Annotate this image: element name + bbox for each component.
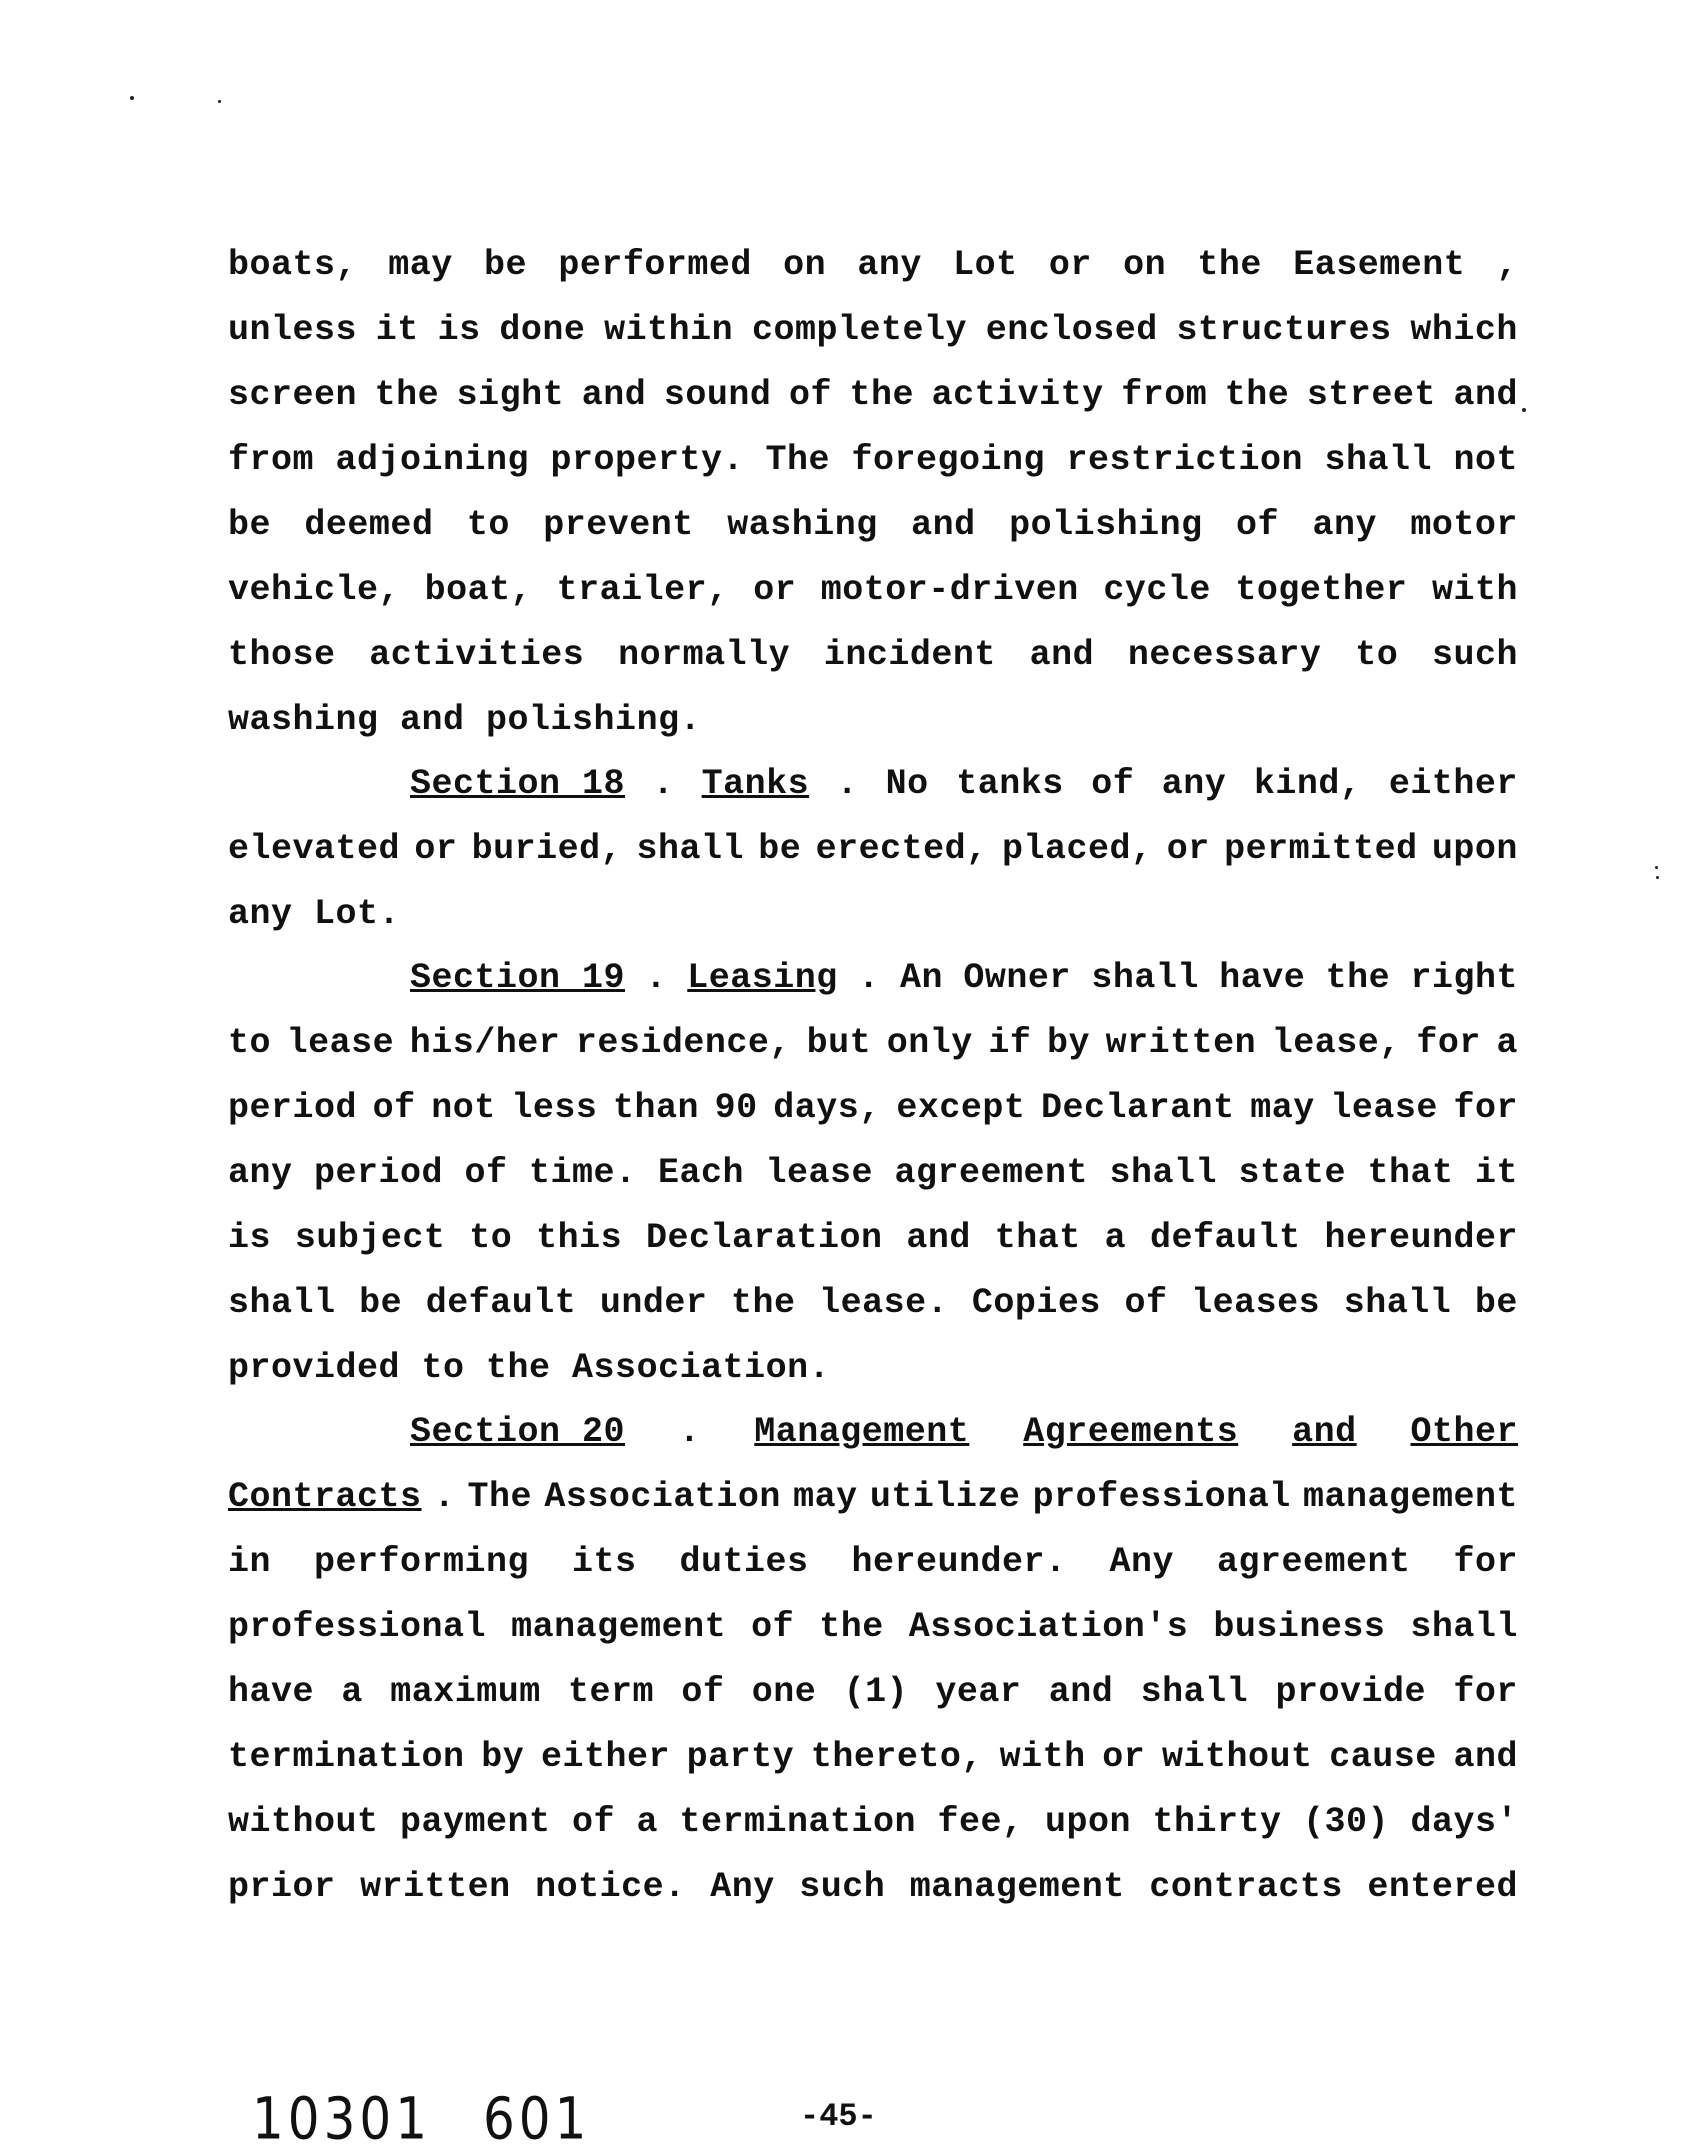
word: completely (751, 310, 967, 350)
word: the (819, 1607, 884, 1647)
word: on (1123, 245, 1167, 285)
word: or (753, 570, 797, 610)
section-number: Section 20 (410, 1412, 626, 1452)
word: notice. (535, 1867, 686, 1907)
word: period (228, 1088, 358, 1128)
word: activity (931, 375, 1104, 415)
word: performed (558, 245, 752, 285)
word: have (228, 1672, 315, 1712)
word: for (1453, 1672, 1518, 1712)
word: of (681, 1672, 725, 1712)
word: party (686, 1737, 795, 1777)
word: for (1453, 1088, 1518, 1128)
word: be (758, 829, 802, 869)
word: shall (1109, 1153, 1217, 1193)
word: screen (228, 375, 358, 415)
word: permitted (1224, 829, 1418, 869)
word: lease (286, 1023, 395, 1063)
word: the (374, 375, 440, 415)
word: The (467, 1477, 533, 1517)
word: Declaration (646, 1218, 883, 1258)
word: washing (727, 505, 878, 545)
word: to (466, 505, 510, 545)
word: either (1388, 764, 1518, 804)
word: street (1306, 375, 1436, 415)
word: from (1121, 375, 1208, 415)
word: performing (313, 1542, 530, 1582)
word: be (1474, 1283, 1518, 1323)
word: lease (1330, 1088, 1438, 1128)
punctuation: . (678, 1412, 701, 1452)
word: and (1029, 635, 1095, 675)
page-reference: 601 (483, 2085, 591, 2152)
word: from (228, 440, 315, 480)
word: deemed (304, 505, 434, 545)
word: together (1235, 570, 1408, 610)
word: cycle (1103, 570, 1211, 610)
text-line (228, 700, 1518, 740)
word: one (751, 1672, 817, 1712)
word: either (540, 1737, 670, 1777)
word: shall (228, 1283, 336, 1323)
word: management (1302, 1477, 1518, 1517)
word: structures (1176, 310, 1392, 350)
text-line (228, 635, 1518, 675)
word: and (1453, 375, 1518, 415)
word: maximum (390, 1672, 541, 1712)
word: may (388, 245, 453, 285)
word: kind, (1253, 764, 1362, 804)
word: such (1431, 635, 1518, 675)
text-line (228, 1023, 1518, 1063)
word: hereunder. (851, 1542, 1067, 1582)
word: unless (228, 310, 358, 350)
word: professional (1032, 1477, 1291, 1517)
word: that (994, 1218, 1081, 1258)
word: No (885, 764, 929, 804)
word: thereto, (810, 1737, 983, 1777)
word: of (788, 375, 832, 415)
text-line (228, 1348, 1518, 1388)
word: the (1325, 958, 1391, 998)
word: it (375, 310, 419, 350)
section-heading-line (410, 764, 1518, 804)
word: termination (679, 1802, 917, 1842)
word: time. (528, 1153, 637, 1193)
word: placed, (1001, 829, 1153, 869)
word: provided to the Association. (228, 1348, 831, 1388)
word: default (425, 1283, 577, 1323)
word: provide (1275, 1672, 1426, 1712)
word: sight (456, 375, 565, 415)
word: less (511, 1088, 598, 1128)
word: , (1496, 245, 1518, 285)
word: written (360, 1867, 511, 1907)
word: of (572, 1802, 616, 1842)
word: normally (618, 635, 791, 675)
word: duties (679, 1542, 809, 1582)
word: elevated (228, 829, 401, 869)
word: shall (1091, 958, 1199, 998)
word: any (228, 1153, 293, 1193)
section-title: Tanks (701, 764, 810, 804)
text-line (228, 440, 1518, 480)
section-title-word: Agreements (1023, 1412, 1239, 1452)
word: which (1410, 310, 1518, 350)
book-number: 10301 (252, 2085, 432, 2152)
word: any (857, 245, 922, 285)
word: Each (657, 1153, 744, 1193)
text-line (228, 505, 1518, 545)
word: of (1091, 764, 1135, 804)
section-heading-line (410, 958, 1518, 998)
text-line (228, 1153, 1518, 1193)
word: with (1431, 570, 1518, 610)
word: prior (228, 1867, 336, 1907)
word: lease (765, 1153, 873, 1193)
word: to (228, 1023, 272, 1063)
word: than (613, 1088, 700, 1128)
word: incident (823, 635, 996, 675)
word: a (1104, 1218, 1127, 1258)
word: a (341, 1672, 363, 1712)
word: (30) (1302, 1802, 1389, 1842)
word: subject (294, 1218, 446, 1258)
word: for (1453, 1542, 1518, 1582)
text-line (228, 829, 1518, 869)
word: (1) (843, 1672, 909, 1712)
word: with (999, 1737, 1086, 1777)
scan-speck (218, 100, 221, 103)
word: have (1219, 958, 1306, 998)
word: and (581, 375, 647, 415)
text-line (228, 375, 1518, 415)
word: adjoining (335, 440, 530, 480)
page-number: -45- (800, 2098, 877, 2135)
text-line (228, 310, 1518, 350)
scan-speck (130, 96, 134, 100)
text-line (228, 1218, 1518, 1258)
punctuation: . (652, 764, 675, 804)
word: of (372, 1088, 416, 1128)
section-title-word: and (1292, 1412, 1357, 1452)
word: necessary (1127, 635, 1322, 675)
text-line (228, 1088, 1518, 1128)
punctuation: . (645, 958, 667, 998)
word: a (1496, 1023, 1518, 1063)
word: Association's (908, 1607, 1189, 1647)
word: the (1197, 245, 1262, 285)
word: agreement (894, 1153, 1088, 1193)
word: shall (1343, 1283, 1452, 1323)
word: payment (400, 1802, 551, 1842)
word: and (1453, 1737, 1518, 1777)
word: business (1213, 1607, 1386, 1647)
word: Easement (1293, 245, 1466, 285)
word: and (911, 505, 976, 545)
word: Owner (963, 958, 1071, 998)
word: within (604, 310, 734, 350)
word: without (1162, 1737, 1313, 1777)
scan-speck (1655, 866, 1658, 869)
word: to (1355, 635, 1399, 675)
word: Any (710, 1867, 775, 1907)
word: except (896, 1088, 1026, 1128)
word: hereunder (1324, 1218, 1518, 1258)
section-number: Section 18 (410, 764, 626, 804)
section-title-word: Contracts (228, 1477, 422, 1517)
word: may (793, 1477, 858, 1517)
text-line (228, 570, 1518, 610)
word: not (431, 1088, 496, 1128)
word: buried, (471, 829, 623, 869)
word: is (228, 1218, 272, 1258)
word: entered (1367, 1867, 1518, 1907)
word: without (228, 1802, 379, 1842)
word: vehicle, (228, 570, 401, 610)
word: Copies (971, 1283, 1101, 1323)
word: but (806, 1023, 872, 1063)
word: lease, (1271, 1023, 1401, 1063)
word: or (1102, 1737, 1146, 1777)
word: the (1224, 375, 1290, 415)
word: tanks (956, 764, 1064, 804)
word: term (568, 1672, 655, 1712)
word: trailer, (556, 570, 729, 610)
word: for (1416, 1023, 1481, 1063)
word: management (909, 1867, 1125, 1907)
word: Association (544, 1477, 781, 1517)
text-line (228, 1672, 1518, 1712)
word: under (599, 1283, 708, 1323)
word: An (900, 958, 944, 998)
word: be (359, 1283, 403, 1323)
word: of (464, 1153, 508, 1193)
word: shall (1140, 1672, 1249, 1712)
word: polishing (1009, 505, 1203, 545)
word: a (636, 1802, 658, 1842)
word: and (1048, 1672, 1114, 1712)
word: Any (1109, 1542, 1175, 1582)
word: or (414, 829, 458, 869)
word: state (1238, 1153, 1346, 1193)
text-line (228, 1802, 1518, 1842)
word: boat, (424, 570, 533, 610)
word: on (783, 245, 827, 285)
punctuation: . (433, 1477, 456, 1517)
word: fee, (937, 1802, 1024, 1842)
word: by (1046, 1023, 1090, 1063)
word: leases (1191, 1283, 1321, 1323)
word: management (511, 1607, 727, 1647)
scan-speck (1522, 408, 1526, 412)
word: of (1236, 505, 1280, 545)
word: lease. (819, 1283, 949, 1323)
text-line (228, 1283, 1518, 1323)
word: property. (550, 440, 745, 480)
word: enclosed (985, 310, 1158, 350)
word: shall (636, 829, 744, 869)
punctuation: . (836, 764, 859, 804)
word: this (536, 1218, 623, 1258)
word: done (499, 310, 586, 350)
word: washing and polishing. (228, 700, 702, 740)
word: Declarant (1041, 1088, 1235, 1128)
word: may (1250, 1088, 1315, 1128)
text-line (228, 894, 1518, 934)
word: upon (1044, 1802, 1131, 1842)
word: written (1105, 1023, 1257, 1063)
text-line (228, 1477, 1518, 1517)
word: thirty (1152, 1802, 1282, 1842)
word: professional (228, 1607, 487, 1647)
word: upon (1431, 829, 1518, 869)
word: utilize (869, 1477, 1021, 1517)
text-line (228, 1607, 1518, 1647)
text-line (228, 245, 1518, 285)
word: erected, (815, 829, 988, 869)
word: if (988, 1023, 1032, 1063)
word: is (437, 310, 481, 350)
word: foregoing (851, 440, 1045, 480)
word: period (313, 1153, 444, 1193)
section-title-word: Management (754, 1412, 970, 1452)
word: or (1166, 829, 1210, 869)
word: or (1048, 245, 1092, 285)
section-title: Leasing (687, 958, 838, 998)
word: 90 (714, 1088, 758, 1128)
word: any (1161, 764, 1227, 804)
word: such (799, 1867, 886, 1907)
word: be (228, 505, 272, 545)
word: The (765, 440, 830, 480)
word: and (906, 1218, 971, 1258)
section-title-word: Other (1410, 1412, 1518, 1452)
word: any (1312, 505, 1377, 545)
word: default (1150, 1218, 1301, 1258)
word: in (228, 1542, 272, 1582)
section-number: Section 19 (410, 958, 626, 998)
word: Lot (953, 245, 1018, 285)
word: days, (773, 1088, 881, 1128)
word: restriction (1066, 440, 1304, 480)
word: motor-driven (820, 570, 1079, 610)
word: its (572, 1542, 637, 1582)
text-line (228, 1867, 1518, 1907)
word: agreement (1216, 1542, 1411, 1582)
word: boats, (228, 245, 358, 285)
word: it (1474, 1153, 1518, 1193)
word: any Lot. (228, 894, 401, 934)
word: by (481, 1737, 525, 1777)
word: prevent (543, 505, 694, 545)
word: motor (1410, 505, 1518, 545)
word: contracts (1149, 1867, 1343, 1907)
word: only (886, 1023, 973, 1063)
word: the (731, 1283, 796, 1323)
word: activities (369, 635, 585, 675)
section-heading-line (410, 1412, 1518, 1452)
scan-speck (1656, 876, 1659, 879)
word: not (1453, 440, 1518, 480)
word: shall (1324, 440, 1433, 480)
word: residence, (575, 1023, 791, 1063)
word: the (849, 375, 915, 415)
word: shall (1410, 1607, 1518, 1647)
word: days' (1410, 1802, 1518, 1842)
word: of (1124, 1283, 1168, 1323)
word: cause (1329, 1737, 1437, 1777)
word: right (1410, 958, 1518, 998)
text-line (228, 1737, 1518, 1777)
word: of (751, 1607, 795, 1647)
word: that (1367, 1153, 1454, 1193)
text-line (228, 1542, 1518, 1582)
punctuation: . (858, 958, 880, 998)
word: to (469, 1218, 513, 1258)
word: his/her (409, 1023, 561, 1063)
word: sound (663, 375, 772, 415)
word: termination (228, 1737, 465, 1777)
word: those (228, 635, 336, 675)
word: be (484, 245, 528, 285)
word: year (935, 1672, 1022, 1712)
